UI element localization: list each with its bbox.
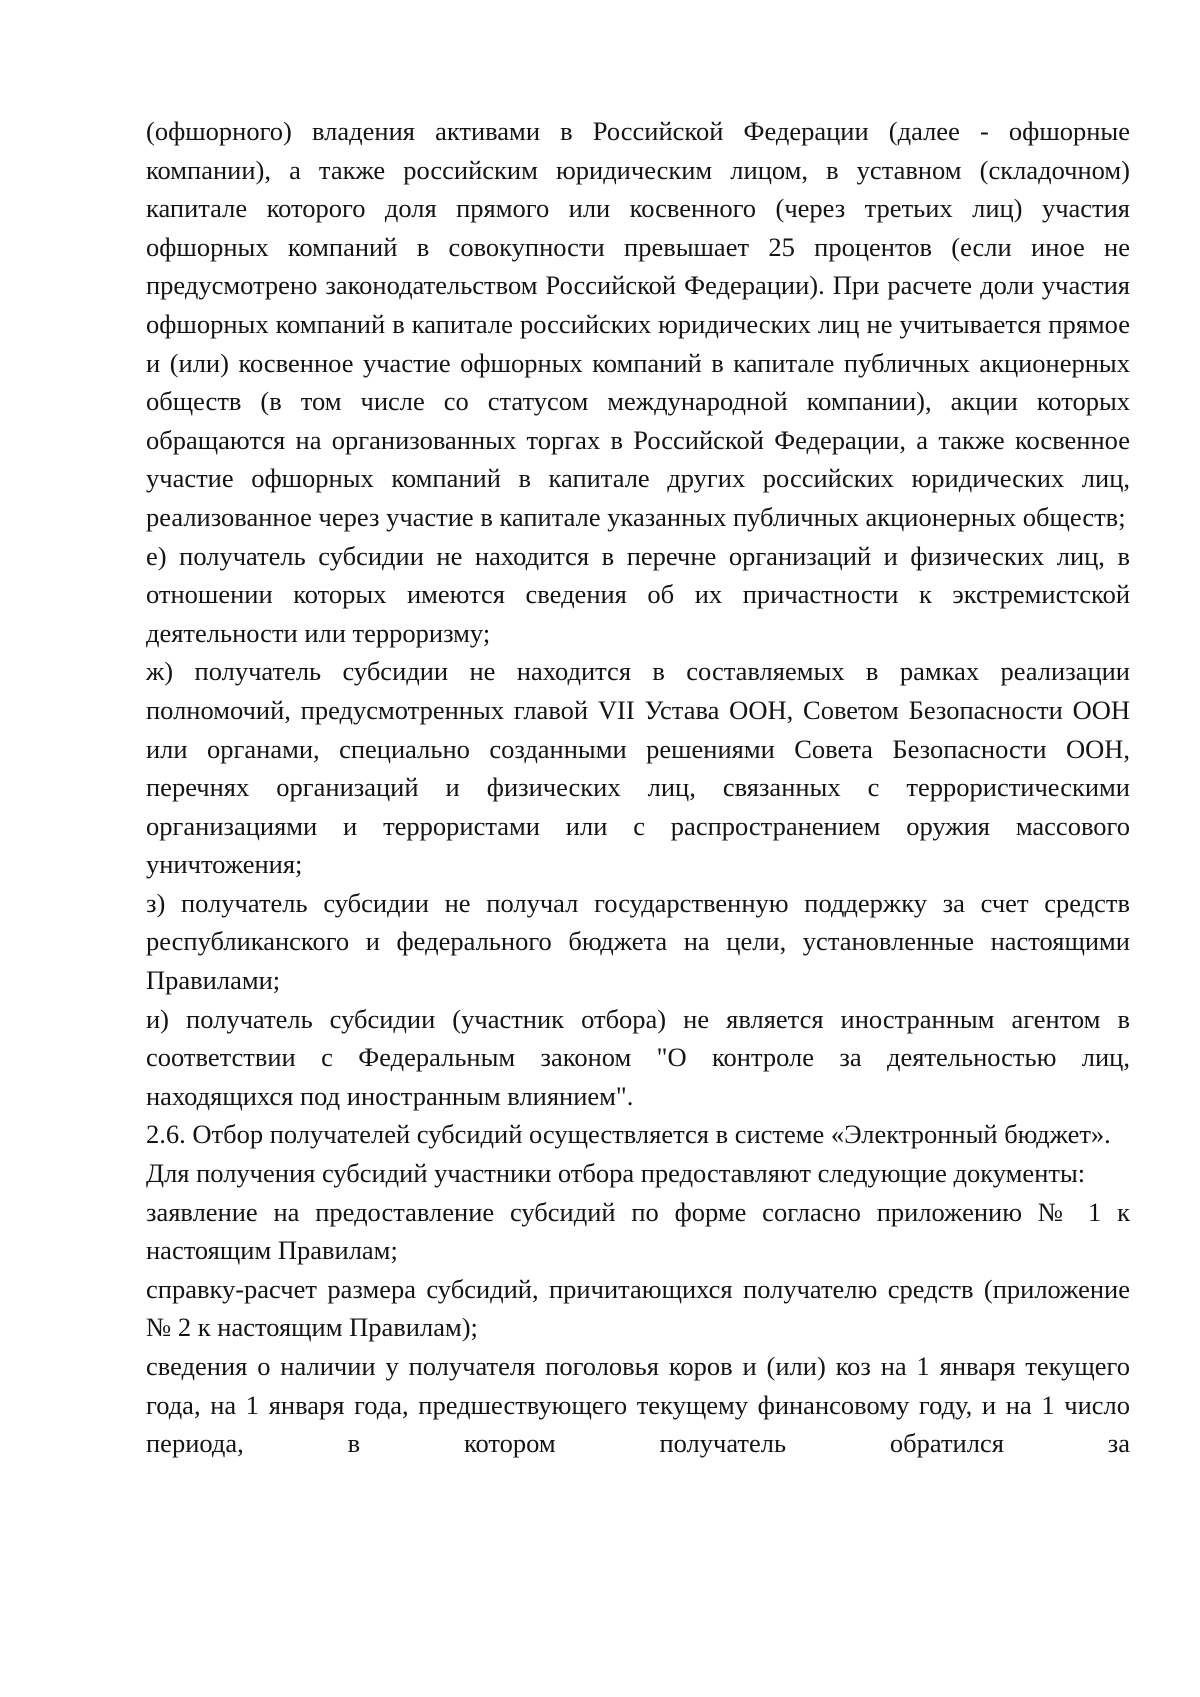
paragraph-item-i: и) получатель субсидии (участник отбора) не является иностранным агентом в соответствии с Федеральным законом "О контроле за деятельностью лиц, находящихся под иностранным влиянием". [146, 1003, 1130, 1111]
paragraph-item-e: е) получатель субсидии не находится в перечне организаций и физических лиц, в отношении которых имеются сведения об их причастности к экстремистской деятельности или терроризму; [146, 540, 1130, 648]
paragraph-livestock-info: сведения о наличии у получателя поголовья коров и (или) коз на 1 января текущего года, на 1 января года, предшествующего текущему финансовому году, и на 1 число периода, в котором получатель обратился за [146, 1351, 1130, 1459]
paragraph-application: заявление на предоставление субсидий по форме согласно приложению № 1 к настоящим Правилам; [146, 1196, 1130, 1266]
paragraph-item-zh: ж) получатель субсидии не находится в составляемых в рамках реализации полномочий, предусмотренных главой VII Устава ООН, Советом Безопасности ООН или органами, специально созданными решениями Совета Безопасности ООН, перечнях организаций и физических лиц, связанных с террористическими организациями и террористами или с распространением оружия массового уничтожения; [146, 656, 1130, 880]
paragraph-item-z: з) получатель субсидии не получал государственную поддержку за счет средств республиканского и федерального бюджета на цели, установленные настоящими Правилами; [146, 887, 1130, 996]
document-page [146, 112, 1130, 1463]
paragraph-offshore-participation: (офшорного) владения активами в Российской Федерации (далее - офшорные компании), а также российским юридическим лицом, в уставном (складочном) капитале которого доля прямого или косвенного (через третьих лиц) участия офшорных компаний в совокупности превышает 25 процентов (если иное не предусмотрено законодательством Российской Федерации). При расчете доли участия офшорных компаний в капитале российских юридических лиц не учитывается прямое и (или) косвенное участие офшорных компаний в капитале публичных акционерных обществ (в том числе со статусом международной компании), акции которых обращаются на организованных торгах в Российской Федерации, а также косвенное участие офшорных компаний в капитале других российских юридических лиц, реализованное через участие в капитале указанных публичных акционерных обществ; [146, 116, 1130, 532]
paragraph-section-2-6: 2.6. Отбор получателей субсидий осуществляется в системе «Электронный бюджет». [146, 1119, 1111, 1150]
paragraph-calculation: справку-расчет размера субсидий, причитающихся получателю средств (приложение № 2 к настоящим Правилам); [146, 1273, 1130, 1343]
paragraph-documents-intro: Для получения субсидий участники отбора предоставляют следующие документы: [146, 1158, 1086, 1189]
